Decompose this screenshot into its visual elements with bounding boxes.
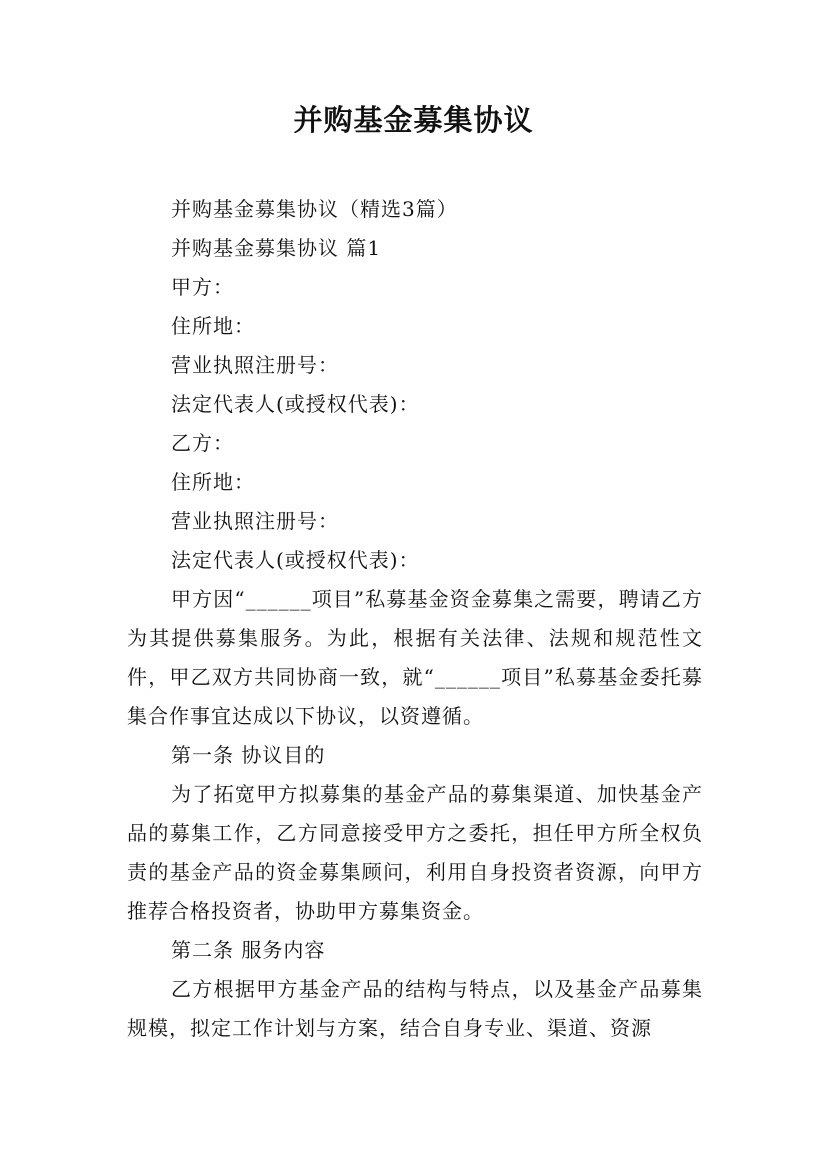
doc-subtitle-line: 并购基金募集协议（精选3篇） [171,197,458,221]
party-b-address: 住所地： [171,470,255,494]
article-2-heading: 第二条 服务内容 [171,938,326,962]
article-1-heading: 第一条 协议目的 [171,743,326,767]
party-a-address: 住所地： [171,314,255,338]
intro-paragraph: 甲方因“______项目”私募基金资金募集之需要，聘请乙方为其提供募集服务。为此，根据有关法律、法规和规范性文件，甲乙双方共同协商一致，就“______项目”私募基金委托募集合作事宜达成以下协议，以资遵循。 [127,587,703,728]
document-body [127,190,703,1048]
party-b-license: 营业执照注册号： [171,509,339,533]
document-title: 并购基金募集协议 [293,103,534,137]
party-a-license: 营业执照注册号： [171,353,339,377]
party-a-label: 甲方： [171,275,234,299]
party-b-label: 乙方： [171,431,234,455]
article-2-paragraph: 乙方根据甲方基金产品的结构与特点，以及基金产品募集规模，拟定工作计划与方案，结合自身专业、渠道、资源 [127,977,703,1040]
party-b-representative: 法定代表人(或授权代表)： [171,548,420,572]
article-1-paragraph: 为了拓宽甲方拟募集的基金产品的募集渠道、加快基金产品的募集工作，乙方同意接受甲方之委托，担任甲方所全权负责的基金产品的资金募集顾问，利用自身投资者资源，向甲方推荐合格投资者，协助甲方募集资金。 [127,782,703,923]
party-a-representative: 法定代表人(或授权代表)： [171,392,420,416]
section-heading-1: 并购基金募集协议 篇1 [171,236,382,260]
